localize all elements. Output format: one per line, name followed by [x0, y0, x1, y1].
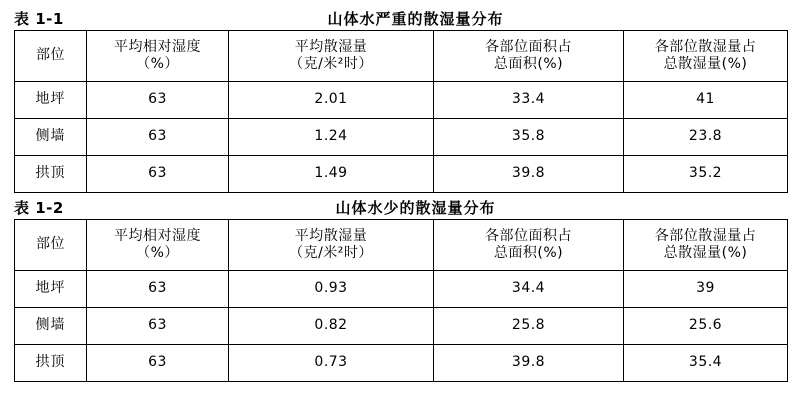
- table-label-1: 表 1-1: [14, 10, 64, 28]
- row-cell: 63: [87, 345, 229, 382]
- table-row: [15, 308, 788, 345]
- row-cell: 25.6: [624, 308, 788, 345]
- row-cell: 41: [624, 82, 788, 119]
- table-caption-1: [14, 6, 787, 30]
- row-cell: 0.73: [229, 345, 434, 382]
- table-header-row: [15, 220, 788, 271]
- table-header-cell: [624, 31, 788, 82]
- row-cell: 39.8: [434, 156, 624, 193]
- header-line1: 平均相对湿度: [114, 38, 201, 55]
- table-row: [15, 156, 788, 193]
- data-table-2: [14, 219, 788, 382]
- table-header-cell: [15, 31, 87, 82]
- header-line2: 总面积(%): [493, 56, 564, 72]
- header-line2: 总散湿量(%): [663, 56, 748, 72]
- row-cell: 33.4: [434, 82, 624, 119]
- table-header-row: [15, 31, 788, 82]
- row-cell: 63: [87, 156, 229, 193]
- data-table-1: [14, 30, 788, 193]
- row-cell: 25.8: [434, 308, 624, 345]
- table-header-cell: [434, 31, 624, 82]
- row-cell: 39.8: [434, 345, 624, 382]
- header-line2: （克/米²时）: [289, 245, 373, 261]
- row-cell: 35.2: [624, 156, 788, 193]
- table-title-1: 山体水严重的散湿量分布: [327, 10, 504, 28]
- row-cell: 35.8: [434, 119, 624, 156]
- table-header-cell: [229, 220, 434, 271]
- table-row: [15, 271, 788, 308]
- header-line1: 部位: [36, 236, 65, 253]
- row-label: 地坪: [15, 82, 87, 119]
- header-line1: 平均散湿量: [294, 227, 368, 244]
- header-line1: 各部位散湿量占: [654, 38, 757, 55]
- row-cell: 23.8: [624, 119, 788, 156]
- header-line1: 各部位面积占: [485, 227, 572, 244]
- row-cell: 0.82: [229, 308, 434, 345]
- row-cell: 63: [87, 119, 229, 156]
- table-row: [15, 119, 788, 156]
- table-header-cell: [229, 31, 434, 82]
- header-line2: 总散湿量(%): [663, 245, 748, 261]
- row-cell: 63: [87, 271, 229, 308]
- table-row: [15, 345, 788, 382]
- row-cell: 34.4: [434, 271, 624, 308]
- row-label: 地坪: [15, 271, 87, 308]
- row-cell: 35.4: [624, 345, 788, 382]
- row-cell: 63: [87, 82, 229, 119]
- table-header-cell: [87, 220, 229, 271]
- table-title-2: 山体水少的散湿量分布: [335, 199, 496, 217]
- row-label: 拱顶: [15, 345, 87, 382]
- header-line2: 总面积(%): [493, 245, 564, 261]
- row-cell: 2.01: [229, 82, 434, 119]
- header-line1: 各部位面积占: [485, 38, 572, 55]
- header-line1: 部位: [36, 47, 65, 64]
- row-cell: 39: [624, 271, 788, 308]
- table-header-cell: [87, 31, 229, 82]
- row-label: 拱顶: [15, 156, 87, 193]
- table-label-2: 表 1-2: [14, 199, 64, 217]
- row-cell: 1.24: [229, 119, 434, 156]
- table-row: [15, 82, 788, 119]
- row-label: 侧墙: [15, 308, 87, 345]
- table-header-cell: [624, 220, 788, 271]
- row-cell: 1.49: [229, 156, 434, 193]
- table-block-2: [14, 195, 787, 382]
- row-cell: 0.93: [229, 271, 434, 308]
- table-caption-2: [14, 195, 787, 219]
- header-line1: 平均相对湿度: [114, 227, 201, 244]
- header-line2: （%）: [136, 245, 179, 261]
- header-line1: 各部位散湿量占: [654, 227, 757, 244]
- row-label: 侧墙: [15, 119, 87, 156]
- table-block-1: [14, 6, 787, 193]
- header-line2: （%）: [136, 56, 179, 72]
- table-header-cell: [15, 220, 87, 271]
- header-line1: 平均散湿量: [294, 38, 368, 55]
- row-cell: 63: [87, 308, 229, 345]
- header-line2: （克/米²时）: [289, 56, 373, 72]
- table-header-cell: [434, 220, 624, 271]
